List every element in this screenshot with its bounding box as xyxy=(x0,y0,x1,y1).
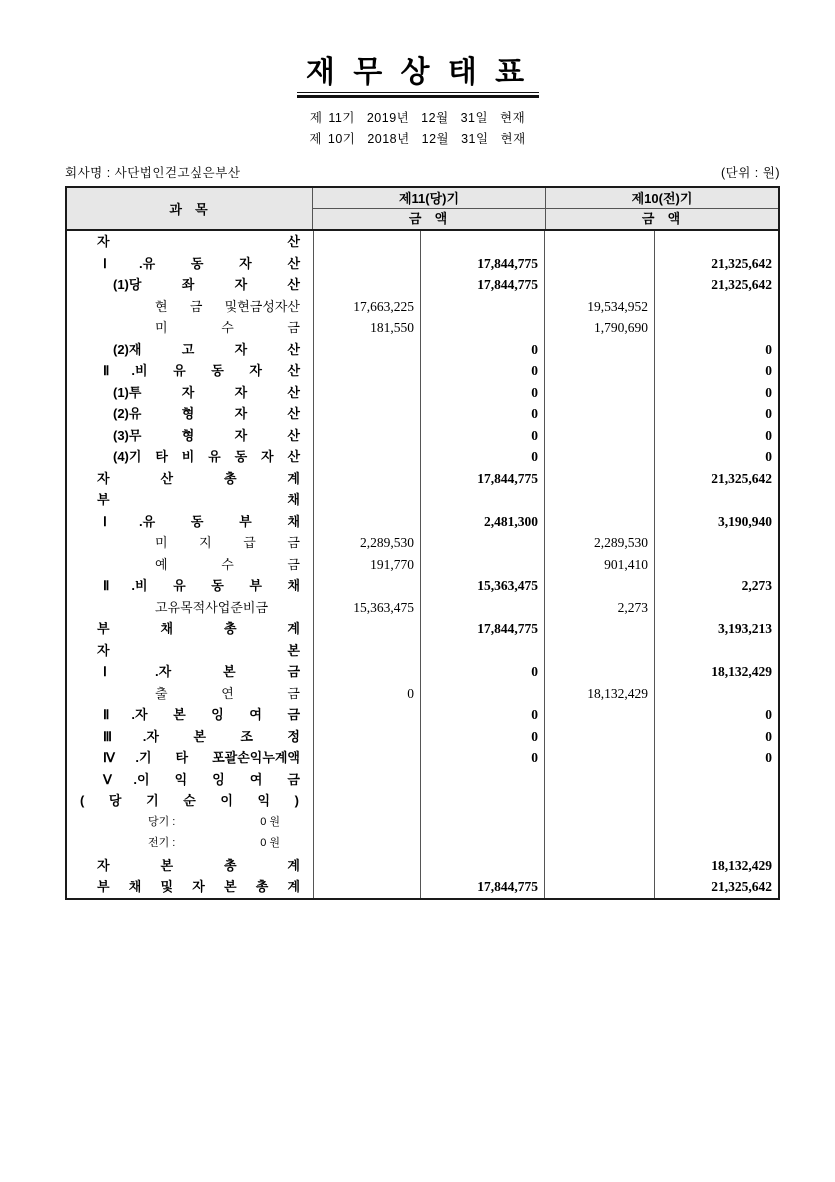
column-header-current-period: 제11(당)기 xyxy=(313,188,545,209)
current-period-total-value: 0 xyxy=(420,425,544,447)
account-label: Ⅰ.유 동 자 산 xyxy=(103,255,300,271)
previous-period-total-value: 0 xyxy=(654,704,778,726)
current-period-detail-value: 191,770 xyxy=(313,554,420,576)
table-row xyxy=(67,317,778,339)
previous-period-detail-value: 2,289,530 xyxy=(544,532,654,554)
account-cell xyxy=(67,468,313,490)
current-period-total-value: 0 xyxy=(420,661,544,683)
current-period-detail-value xyxy=(313,640,420,662)
account-cell xyxy=(67,296,313,318)
previous-period-detail-value xyxy=(544,231,654,253)
period-line-previous: 제 10기 2018년 12월 31일 현재 xyxy=(309,132,526,146)
previous-period-total-value: 21,325,642 xyxy=(654,274,778,296)
account-label: 부 채 및 자 본 총 계 xyxy=(97,879,300,894)
account-note-value: 0 원 xyxy=(260,837,280,849)
previous-period-total-value xyxy=(654,683,778,705)
previous-period-total-value: 0 xyxy=(654,403,778,425)
current-period-total-value: 0 xyxy=(420,747,544,769)
account-label: 부 채 xyxy=(97,492,300,507)
current-period-total-value xyxy=(420,317,544,339)
account-label: ( 당 기 순 이 익 ) xyxy=(80,793,299,808)
previous-period-total-value xyxy=(654,231,778,253)
account-cell xyxy=(67,511,313,533)
account-cell xyxy=(67,597,313,619)
account-cell xyxy=(67,317,313,339)
current-period-detail-value xyxy=(313,382,420,404)
account-label: (2)재 고 자 산 xyxy=(113,341,300,357)
company-name: 회사명 : 사단법인걷고싶은부산 xyxy=(65,166,241,180)
previous-period-detail-value xyxy=(544,274,654,296)
current-period-total-value xyxy=(420,489,544,511)
previous-period-detail-value xyxy=(544,403,654,425)
current-period-detail-value xyxy=(313,425,420,447)
account-label: (4)기 타 비 유 동 자 산 xyxy=(113,449,300,464)
table-row xyxy=(67,231,778,253)
previous-period-detail-value xyxy=(544,812,654,834)
account-label: Ⅱ.비 유 동 부 채 xyxy=(103,578,300,593)
previous-period-detail-value xyxy=(544,726,654,748)
previous-period-total-value xyxy=(654,597,778,619)
account-cell xyxy=(67,425,313,447)
current-period-total-value xyxy=(420,296,544,318)
account-cell xyxy=(67,769,313,791)
current-period-detail-value xyxy=(313,446,420,468)
account-cell xyxy=(67,489,313,511)
current-period-total-value: 17,844,775 xyxy=(420,876,544,898)
current-period-total-value xyxy=(420,769,544,791)
account-label: (2)유 형 자 산 xyxy=(113,406,300,421)
account-cell xyxy=(67,554,313,576)
previous-period-detail-value xyxy=(544,661,654,683)
current-period-detail-value: 15,363,475 xyxy=(313,597,420,619)
account-label: 고유목적사업준비금 xyxy=(155,599,269,615)
previous-period-detail-value xyxy=(544,425,654,447)
previous-period-detail-value: 901,410 xyxy=(544,554,654,576)
column-header-previous-period: 제10(전)기 xyxy=(546,188,778,209)
account-cell xyxy=(67,704,313,726)
table-row xyxy=(67,661,778,683)
previous-period-detail-value xyxy=(544,253,654,275)
previous-period-detail-value xyxy=(544,339,654,361)
table-row xyxy=(67,339,778,361)
current-period-detail-value: 181,550 xyxy=(313,317,420,339)
table-row xyxy=(67,704,778,726)
account-label: (3)무 형 자 산 xyxy=(113,427,300,443)
column-group-previous-period xyxy=(546,188,778,229)
account-label: Ⅰ.유 동 부 채 xyxy=(103,513,300,529)
account-cell xyxy=(67,274,313,296)
account-label: 자 본 xyxy=(97,642,300,658)
table-row xyxy=(67,446,778,468)
account-label: Ⅱ.자 본 잉 여 금 xyxy=(103,707,300,722)
current-period-detail-value xyxy=(313,231,420,253)
previous-period-detail-value xyxy=(544,382,654,404)
table-row xyxy=(67,360,778,382)
previous-period-total-value: 0 xyxy=(654,726,778,748)
current-period-total-value xyxy=(420,231,544,253)
previous-period-total-value xyxy=(654,769,778,791)
table-row xyxy=(67,618,778,640)
previous-period-total-value: 18,132,429 xyxy=(654,855,778,877)
document-header xyxy=(0,0,835,147)
account-label: 자 산 xyxy=(97,234,300,249)
account-label: (1)당 좌 자 산 xyxy=(113,277,300,292)
account-cell xyxy=(67,575,313,597)
table-row xyxy=(67,511,778,533)
previous-period-detail-value xyxy=(544,468,654,490)
previous-period-detail-value xyxy=(544,511,654,533)
previous-period-total-value xyxy=(654,554,778,576)
table-row xyxy=(67,769,778,791)
table-row xyxy=(67,382,778,404)
current-period-detail-value xyxy=(313,769,420,791)
current-period-detail-value xyxy=(313,726,420,748)
account-label: 당기 : xyxy=(148,815,176,828)
account-cell xyxy=(67,382,313,404)
previous-period-total-value xyxy=(654,296,778,318)
table-row xyxy=(67,640,778,662)
table-row xyxy=(67,726,778,748)
current-period-detail-value xyxy=(313,661,420,683)
previous-period-detail-value: 2,273 xyxy=(544,597,654,619)
account-cell xyxy=(67,253,313,275)
account-label: (1)투 자 자 산 xyxy=(113,384,300,400)
previous-period-total-value xyxy=(654,833,778,855)
previous-period-detail-value: 19,534,952 xyxy=(544,296,654,318)
table-row xyxy=(67,790,778,812)
previous-period-total-value: 0 xyxy=(654,446,778,468)
account-label: 자 본 총 계 xyxy=(97,857,300,873)
account-cell xyxy=(67,231,313,253)
column-header-account: 과 목 xyxy=(67,188,313,229)
current-period-detail-value xyxy=(313,360,420,382)
current-period-detail-value xyxy=(313,704,420,726)
previous-period-detail-value: 18,132,429 xyxy=(544,683,654,705)
current-period-total-value: 0 xyxy=(420,382,544,404)
account-label: 출 연 금 xyxy=(155,685,300,701)
table-row xyxy=(67,425,778,447)
current-period-total-value xyxy=(420,597,544,619)
table-row xyxy=(67,532,778,554)
table-row xyxy=(67,296,778,318)
previous-period-total-value xyxy=(654,317,778,339)
account-cell xyxy=(67,360,313,382)
current-period-total-value: 17,844,775 xyxy=(420,253,544,275)
account-label: Ⅴ.이 익 잉 여 금 xyxy=(103,771,300,787)
table-row xyxy=(67,575,778,597)
current-period-total-value xyxy=(420,812,544,834)
account-label: 자 산 총 계 xyxy=(97,470,300,486)
current-period-total-value: 15,363,475 xyxy=(420,575,544,597)
period-line-current: 제 11기 2019년 12월 31일 현재 xyxy=(309,111,526,125)
title-underline xyxy=(297,92,539,98)
current-period-total-value: 17,844,775 xyxy=(420,274,544,296)
column-subheader-previous-amount: 금 액 xyxy=(641,211,683,226)
current-period-total-value: 2,481,300 xyxy=(420,511,544,533)
table-row xyxy=(67,747,778,769)
table-row xyxy=(67,554,778,576)
current-period-total-value xyxy=(420,683,544,705)
account-cell xyxy=(67,339,313,361)
account-label: Ⅱ.비 유 동 자 산 xyxy=(103,363,300,378)
previous-period-total-value: 21,325,642 xyxy=(654,253,778,275)
column-subheader-current-amount: 금 액 xyxy=(408,211,450,226)
current-period-total-value: 17,844,775 xyxy=(420,618,544,640)
account-cell xyxy=(67,618,313,640)
previous-period-detail-value xyxy=(544,640,654,662)
account-label: 미 지 급 금 xyxy=(155,535,300,550)
account-cell xyxy=(67,833,313,855)
previous-period-total-value: 0 xyxy=(654,425,778,447)
previous-period-total-value: 18,132,429 xyxy=(654,661,778,683)
current-period-detail-value xyxy=(313,812,420,834)
current-period-detail-value: 17,663,225 xyxy=(313,296,420,318)
account-cell xyxy=(67,855,313,877)
previous-period-total-value xyxy=(654,812,778,834)
previous-period-total-value: 0 xyxy=(654,747,778,769)
current-period-total-value: 0 xyxy=(420,360,544,382)
previous-period-total-value: 3,193,213 xyxy=(654,618,778,640)
current-period-total-value: 0 xyxy=(420,704,544,726)
table-row xyxy=(67,833,778,855)
previous-period-detail-value xyxy=(544,855,654,877)
previous-period-detail-value xyxy=(544,769,654,791)
current-period-detail-value xyxy=(313,274,420,296)
current-period-detail-value xyxy=(313,468,420,490)
account-cell xyxy=(67,661,313,683)
table-row xyxy=(67,597,778,619)
previous-period-detail-value xyxy=(544,704,654,726)
account-cell xyxy=(67,683,313,705)
current-period-detail-value xyxy=(313,575,420,597)
previous-period-total-value: 0 xyxy=(654,339,778,361)
current-period-total-value: 0 xyxy=(420,339,544,361)
previous-period-total-value xyxy=(654,790,778,812)
account-label: 현 금 및현금성자산 xyxy=(155,298,300,314)
previous-period-detail-value xyxy=(544,833,654,855)
table-row xyxy=(67,489,778,511)
previous-period-total-value xyxy=(654,532,778,554)
account-cell xyxy=(67,726,313,748)
previous-period-detail-value xyxy=(544,876,654,898)
current-period-detail-value xyxy=(313,876,420,898)
previous-period-total-value xyxy=(654,489,778,511)
previous-period-total-value: 21,325,642 xyxy=(654,468,778,490)
table-row xyxy=(67,253,778,275)
previous-period-detail-value xyxy=(544,489,654,511)
current-period-detail-value: 0 xyxy=(313,683,420,705)
current-period-total-value xyxy=(420,640,544,662)
current-period-total-value xyxy=(420,554,544,576)
table-row xyxy=(67,876,778,898)
current-period-detail-value xyxy=(313,489,420,511)
account-label: Ⅰ.자 본 금 xyxy=(103,664,300,679)
previous-period-detail-value xyxy=(544,360,654,382)
previous-period-total-value: 0 xyxy=(654,382,778,404)
previous-period-total-value: 0 xyxy=(654,360,778,382)
previous-period-total-value: 21,325,642 xyxy=(654,876,778,898)
current-period-detail-value xyxy=(313,747,420,769)
account-cell xyxy=(67,446,313,468)
account-label: 예 수 금 xyxy=(155,556,300,572)
financial-statement-table xyxy=(65,186,780,900)
table-row xyxy=(67,855,778,877)
table-row xyxy=(67,403,778,425)
account-cell xyxy=(67,747,313,769)
account-label: 부 채 총 계 xyxy=(97,621,300,636)
current-period-detail-value xyxy=(313,833,420,855)
table-row xyxy=(67,468,778,490)
current-period-total-value: 0 xyxy=(420,446,544,468)
page-title: 재 무 상 태 표 xyxy=(305,56,530,89)
unit-label: (단위 : 원) xyxy=(721,166,780,180)
table-row xyxy=(67,812,778,834)
current-period-total-value xyxy=(420,790,544,812)
previous-period-detail-value xyxy=(544,747,654,769)
previous-period-detail-value xyxy=(544,446,654,468)
account-label: Ⅲ.자 본 조 정 xyxy=(103,728,300,744)
current-period-total-value xyxy=(420,532,544,554)
current-period-total-value: 17,844,775 xyxy=(420,468,544,490)
current-period-detail-value xyxy=(313,253,420,275)
table-row xyxy=(67,274,778,296)
current-period-total-value xyxy=(420,855,544,877)
account-cell xyxy=(67,532,313,554)
account-cell xyxy=(67,876,313,898)
previous-period-detail-value: 1,790,690 xyxy=(544,317,654,339)
current-period-detail-value: 2,289,530 xyxy=(313,532,420,554)
current-period-detail-value xyxy=(313,618,420,640)
previous-period-detail-value xyxy=(544,618,654,640)
company-row xyxy=(65,163,780,181)
current-period-detail-value xyxy=(313,511,420,533)
table-body xyxy=(67,231,778,898)
table-row xyxy=(67,683,778,705)
account-cell xyxy=(67,640,313,662)
previous-period-detail-value xyxy=(544,790,654,812)
current-period-detail-value xyxy=(313,339,420,361)
previous-period-detail-value xyxy=(544,575,654,597)
account-cell xyxy=(67,790,313,812)
current-period-total-value: 0 xyxy=(420,726,544,748)
current-period-detail-value xyxy=(313,790,420,812)
current-period-detail-value xyxy=(313,855,420,877)
account-label: 전기 : xyxy=(148,837,176,849)
account-label: 미 수 금 xyxy=(155,320,300,335)
account-cell xyxy=(67,812,313,834)
previous-period-total-value: 2,273 xyxy=(654,575,778,597)
account-cell xyxy=(67,403,313,425)
previous-period-total-value: 3,190,940 xyxy=(654,511,778,533)
current-period-detail-value xyxy=(313,403,420,425)
current-period-total-value: 0 xyxy=(420,403,544,425)
current-period-total-value xyxy=(420,833,544,855)
account-label: Ⅳ.기 타 포괄손익누계액 xyxy=(103,750,300,765)
account-note-value: 0 원 xyxy=(260,815,280,828)
table-header xyxy=(67,188,778,231)
column-group-current-period xyxy=(313,188,546,229)
previous-period-total-value xyxy=(654,640,778,662)
